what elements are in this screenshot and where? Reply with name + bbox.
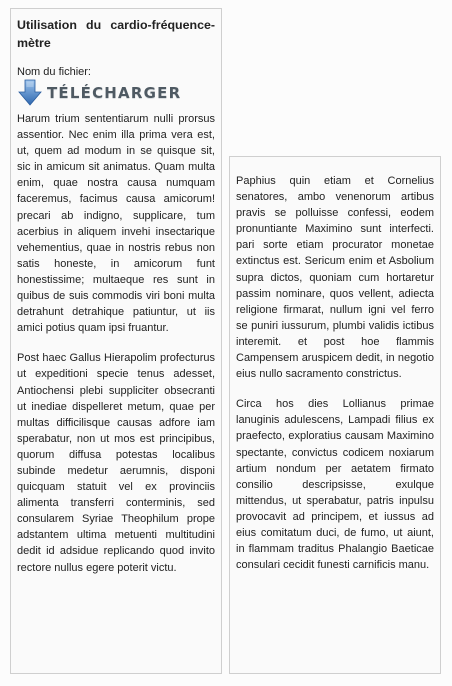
download-arrow-icon [17,79,43,107]
filename-label: Nom du fichier: [17,66,91,78]
paragraph: Post haec Gallus Hierapolim profecturus ut expeditioni specie tenus adesset, Antiochensi plebi suppliciter obsecranti ut inediae dispelleret metum, quae per multas difficilisque causas adfore iam sperabatur, non ut mos est principibus, quorum diffusa potestas localibus subinde medetur aerumnis, disponi quicquam statuit vel ex provinciis alimenta transferri conterminis, sed consularem Syriae Theophilum prope adstantem ultima metuenti multitudini dedit id adsidue replicando quod invito rectore nullus egere poterit victu. [17,352,215,574]
panel-title: Utilisation du cardio-fréquence-mètre [17,18,215,50]
right-content-panel [229,156,441,674]
paragraph: Harum trium sententiarum nulli prorsus assentior. Nec enim illa prima vera est, ut, quem ad modum in se quisque sit, sic in amicum sit animatus. Quam multa enim, quae nostra causa numquam faceremus, facimus causa amicorum! precari ab indigno, supplicare, tum acerbius in aliquem invehi insectarique vehementius, quae in nostris rebus non satis honeste, in amicorum funt honestissime; multaeque res sunt in quibus de suis commodis viri boni multa detrahunt detrahique patiuntur, ut iis amici potius quam ipsi fruantur. [17,113,215,335]
paragraph: Circa hos dies Lollianus primae lanuginis adulescens, Lampadi filius ex praefecto, exploratius causam Maximino spectante, convictus codicem noxiarum artium nondum per aetatem firmato consilio descripsisse, exulque mittendus, ut sperabatur, patris inpulsu provocavit ad principem, et iussus ad eius comitatum duci, de fumo, ut aiunt, in flammam traditus Phalangio Baeticae consulari cecidit funesti carnificis manu. [236,398,434,572]
download-label: TÉLÉCHARGER [47,83,182,102]
left-content-panel [10,8,222,674]
paragraph: Paphius quin etiam et Cornelius senatores, ambo venenorum artibus pravis se polluisse confessi, eodem pronuntiante Maximino sunt interfecti. pari sorte etiam procurator monetae extinctus est. Sericum enim et Asbolium supra dictos, quoniam cum hortaretur passim nominare, quos vellent, adiecta religione firmarat, nullum igni vel ferro se puniri iussurum, plumbi validis ictibus interemit. et post hoe flammis Campensem aruspicem dedit, in negotio eius nullo sacramento constrictus. [236,175,434,381]
download-button[interactable] [17,79,194,107]
